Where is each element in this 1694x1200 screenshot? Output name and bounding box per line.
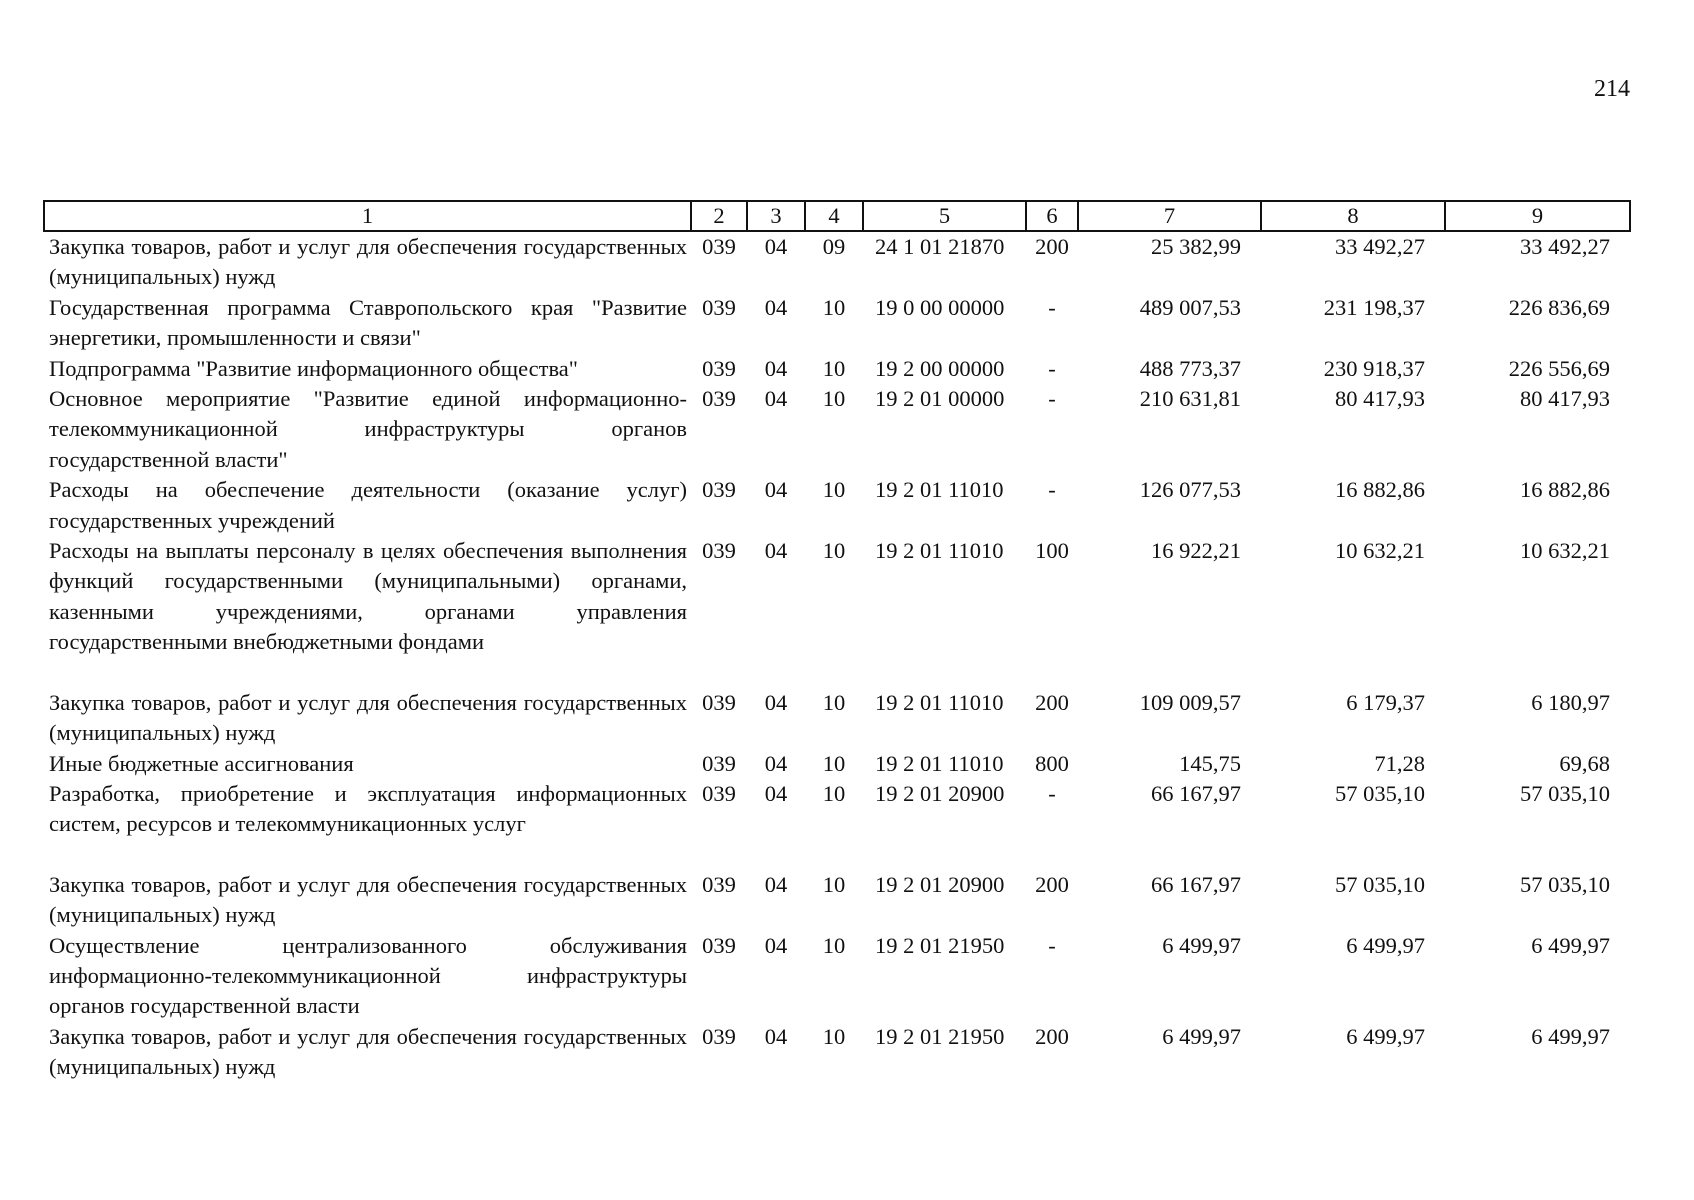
row-description: Подпрограмма "Развитие информационного общества" [49,355,578,381]
column-header: 8 [1261,201,1445,231]
table-row [44,931,1630,1022]
row-expense-type: - [1048,932,1056,958]
row-section: 04 [764,234,788,259]
row-description: Закупка товаров, работ и услуг для обеспечения государственных (муниципальных) нужд [49,689,687,746]
row-subsection: 10 [822,689,846,715]
row-target-code: 19 0 00 00000 [875,294,1005,320]
row-subsection: 10 [822,294,846,320]
table-row [44,749,1630,779]
row-ministry-code: 039 [702,750,736,776]
row-expense-type: - [1048,780,1056,806]
row-ministry-code: 039 [702,234,736,259]
row-value-col9: 226 556,69 [1508,355,1610,381]
row-ministry-code: 039 [702,932,736,958]
row-target-code: 19 2 01 11010 [875,689,1004,715]
row-subsection: 10 [822,477,846,503]
row-expense-type: - [1048,294,1056,320]
row-description: Закупка товаров, работ и услуг для обеспечения государственных (муниципальных) нужд [49,1023,687,1080]
row-value-col8: 10 632,21 [1335,538,1425,564]
table-row [44,688,1630,749]
row-target-code: 24 1 01 21870 [875,234,1005,259]
column-number-header [44,201,1630,231]
column-header: 7 [1078,201,1261,231]
table-row [44,231,1630,293]
column-header: 1 [44,201,691,231]
row-section: 04 [764,355,788,381]
row-value-col7: 210 631,81 [1139,386,1241,412]
row-section: 04 [764,750,788,776]
row-value-col9: 6 180,97 [1531,689,1610,715]
budget-table [43,200,1631,1083]
row-subsection: 10 [822,780,846,806]
row-expense-type: - [1048,477,1056,503]
table-row [44,779,1630,870]
row-value-col7: 6 499,97 [1162,932,1241,958]
row-expense-type: 200 [1035,1023,1069,1049]
row-value-col7: 6 499,97 [1162,1023,1241,1049]
row-value-col8: 230 918,37 [1323,355,1425,381]
row-expense-type: 800 [1035,750,1069,776]
row-subsection: 09 [822,234,846,259]
row-value-col8: 33 492,27 [1335,234,1425,259]
row-subsection: 10 [822,386,846,412]
row-target-code: 19 2 01 00000 [875,386,1005,412]
table-row [44,354,1630,384]
row-value-col9: 33 492,27 [1520,234,1610,259]
row-value-col8: 6 179,37 [1346,689,1425,715]
row-value-col7: 489 007,53 [1139,294,1241,320]
row-subsection: 10 [822,750,846,776]
row-description: Закупка товаров, работ и услуг для обеспечения государственных (муниципальных) нужд [49,871,687,928]
row-section: 04 [764,1023,788,1049]
row-description: Расходы на обеспечение деятельности (оказание услуг) государственных учреждений [49,477,687,533]
row-section: 04 [764,871,788,897]
row-subsection: 10 [822,932,846,958]
row-value-col9: 6 499,97 [1531,932,1610,958]
row-target-code: 19 2 01 21950 [875,932,1005,958]
table-row [44,293,1630,354]
row-expense-type: 200 [1035,871,1069,897]
row-expense-type: 100 [1035,538,1069,564]
row-section: 04 [764,932,788,958]
table-row [44,536,1630,688]
row-value-col9: 226 836,69 [1508,294,1610,320]
row-subsection: 10 [822,1023,846,1049]
row-target-code: 19 2 00 00000 [875,355,1005,381]
row-value-col8: 71,28 [1374,750,1425,776]
row-expense-type: 200 [1035,234,1069,259]
row-value-col9: 57 035,10 [1520,871,1610,897]
row-description: Основное мероприятие "Развитие единой информационно-телекоммуникационной инфраструктуры органов государственной власти" [49,386,687,472]
row-description: Иные бюджетные ассигнования [49,750,354,776]
row-subsection: 10 [822,355,846,381]
row-value-col8: 57 035,10 [1335,871,1425,897]
row-value-col9: 10 632,21 [1520,538,1610,564]
row-value-col7: 16 922,21 [1151,538,1241,564]
row-value-col7: 66 167,97 [1151,871,1241,897]
row-description: Осуществление централизованного обслуживания информационно-телекоммуникационной инфраструктуры органов государственной власти [49,932,687,1019]
table-row [44,384,1630,475]
row-target-code: 19 2 01 11010 [875,750,1004,776]
row-value-col7: 25 382,99 [1151,234,1241,259]
row-ministry-code: 039 [702,780,736,806]
row-target-code: 19 2 01 21950 [875,1023,1005,1049]
row-value-col7: 126 077,53 [1139,477,1241,503]
column-header: 2 [691,201,747,231]
row-target-code: 19 2 01 20900 [875,871,1005,897]
column-header: 4 [805,201,863,231]
row-expense-type: 200 [1035,689,1069,715]
row-target-code: 19 2 01 11010 [875,538,1004,564]
table-row [44,870,1630,931]
row-description: Государственная программа Ставропольского края "Развитие энергетики, промышленности и связи" [49,294,687,351]
row-value-col7: 145,75 [1179,750,1241,776]
row-section: 04 [764,386,788,412]
row-expense-type: - [1048,386,1056,412]
row-section: 04 [764,780,788,806]
row-target-code: 19 2 01 11010 [875,477,1004,503]
row-value-col9: 6 499,97 [1531,1023,1610,1049]
row-expense-type: - [1048,355,1056,381]
row-value-col8: 6 499,97 [1346,1023,1425,1049]
row-ministry-code: 039 [702,689,736,715]
row-ministry-code: 039 [702,386,736,412]
row-ministry-code: 039 [702,871,736,897]
row-ministry-code: 039 [702,294,736,320]
row-section: 04 [764,689,788,715]
row-ministry-code: 039 [702,477,736,503]
page-number: 214 [1594,76,1630,102]
row-value-col9: 69,68 [1559,750,1610,776]
column-header: 5 [863,201,1026,231]
row-ministry-code: 039 [702,1023,736,1049]
row-value-col9: 80 417,93 [1520,386,1610,412]
row-value-col7: 66 167,97 [1151,780,1241,806]
row-section: 04 [764,538,788,564]
row-target-code: 19 2 01 20900 [875,780,1005,806]
row-value-col9: 57 035,10 [1520,780,1610,806]
table-row [44,475,1630,536]
row-value-col8: 16 882,86 [1335,477,1425,503]
row-value-col7: 488 773,37 [1139,355,1241,381]
row-value-col8: 6 499,97 [1346,932,1425,958]
column-header: 3 [747,201,805,231]
column-header: 9 [1445,201,1630,231]
row-value-col7: 109 009,57 [1139,689,1241,715]
row-section: 04 [764,294,788,320]
row-description: Расходы на выплаты персоналу в целях обеспечения выполнения функций государственными (муниципальными) органами, казенными учреждениями, органами управления государственными внебюджетными фондами [49,538,687,655]
row-description: Разработка, приобретение и эксплуатация информационных систем, ресурсов и телекоммуникационных услуг [49,780,687,837]
row-section: 04 [764,477,788,503]
table-row [44,1022,1630,1083]
column-header: 6 [1026,201,1078,231]
row-value-col9: 16 882,86 [1520,477,1610,503]
row-description: Закупка товаров, работ и услуг для обеспечения государственных (муниципальных) нужд [49,234,687,290]
row-subsection: 10 [822,871,846,897]
row-ministry-code: 039 [702,538,736,564]
row-ministry-code: 039 [702,355,736,381]
row-subsection: 10 [822,538,846,564]
row-value-col8: 57 035,10 [1335,780,1425,806]
row-value-col8: 80 417,93 [1335,386,1425,412]
row-value-col8: 231 198,37 [1323,294,1425,320]
